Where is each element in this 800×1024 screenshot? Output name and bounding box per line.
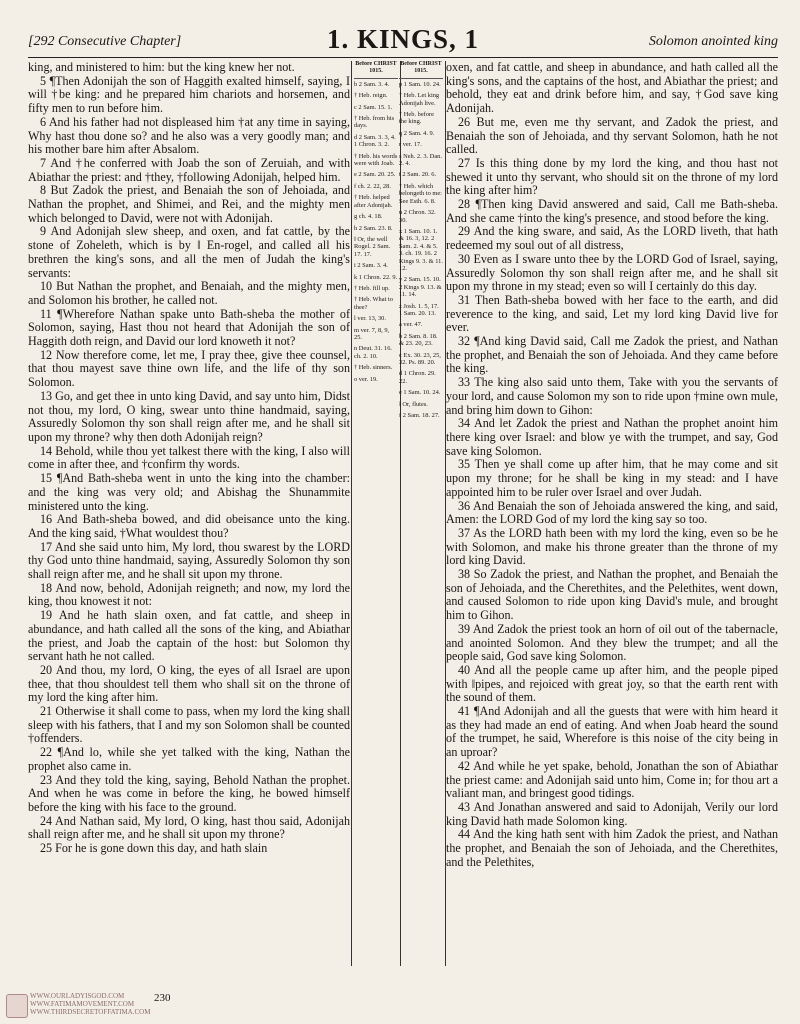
margin-note: q 2 Sam. 4. 9. <box>399 129 435 137</box>
verse: 32 ¶And king David said, Call me Zadok the priest, and Nathan the prophet, and Benaiah the son of Jehoiada. And they came before the king. <box>446 334 778 376</box>
verse: 14 Behold, while thou yet talkest there with the king, I also will come in after thee, and †confirm thy words. <box>28 443 350 472</box>
margin-note: y 2 Sam. 15. 10. 2 Kings 9. 13. & 11. 14. <box>399 276 442 299</box>
verse: 42 And while he yet spake, behold, Jonathan the son of Abiathar the priest came: and Adonijah said unto him, Come in; for thou art a valiant man, and bringest good tidings. <box>446 758 778 801</box>
verse: 39 And Zadok the priest took an horn of oil out of the tabernacle, and anointed Solomon. And they blew the trumpet; and all the people said, God save king Solomon. <box>446 621 778 664</box>
verse: 11 ¶Wherefore Nathan spake unto Bath-sheba the mother of Solomon, saying, Hast thou not heard that Adonijah the son of Haggith doth reign, and David our lord knoweth it not? <box>28 306 350 349</box>
verse: 18 And now, behold, Adonijah reigneth; and now, my lord the king, thou knowest it not: <box>28 580 350 609</box>
margin-note: p 1 Sam. 10. 24. <box>399 80 441 88</box>
margin-references-left <box>351 61 401 966</box>
margin-note: † Heb. fill up. <box>354 284 390 292</box>
margin-date-right: Before CHRIST 1015. <box>399 61 443 79</box>
margin-note: † Heb. helped after Adonijah. <box>354 194 393 209</box>
verse: 10 But Nathan the prophet, and Benaiah, and the mighty men, and Solomon his brother, he called not. <box>28 279 350 307</box>
verse: 16 And Bath-sheba bowed, and did obeisance unto the king. And the king said, †What wouldest thou? <box>28 512 350 540</box>
margin-note: z Josh. 1. 5, 17. 1 Sam. 20. 13. <box>399 302 439 317</box>
margin-note: ‖ Or, flutes. <box>399 400 428 408</box>
margin-note: b 2 Sam. 8. 18. & 23. 20, 23. <box>399 332 438 348</box>
margin-note: † Heb. his words were with Joab. <box>354 152 398 168</box>
margin-note: i 2 Sam. 3. 4. <box>354 262 388 270</box>
verse: 38 So Zadok the priest, and Nathan the prophet, and Benaiah the son of Jehoiada, and the Cherethites, and the Pelethites, went down, and caused Solomon to ride upon king David's mule, and brought him to Gihon. <box>446 567 778 623</box>
margin-note: r ver. 17. <box>399 141 422 149</box>
margin-note: † Heb. Let king Adonijah live. <box>399 92 440 107</box>
verse: 40 And all the people came up after him, and the people piped with ‖pipes, and rejoiced with great joy, so that the earth rent with the sound of them. <box>446 662 778 705</box>
margin-note: l ver. 13, 30. <box>354 315 386 323</box>
margin-note: e 2 Sam. 20. 25. <box>354 171 396 179</box>
margin-note: s Neh. 2. 3. Dan. 2. 4. <box>399 152 442 168</box>
margin-note: ‖ Or, the well Rogel. 2 Sam. 17. 17. <box>354 235 391 258</box>
verse: 28 ¶Then king David answered and said, Call me Bath-sheba. And she came †into the king's presence, and stood before the king. <box>446 197 778 225</box>
header-chapter: [292 Consecutive Chapter] <box>28 34 182 49</box>
margin-note: m ver. 7, 8, 9, 25. <box>354 326 390 341</box>
verse: 12 Now therefore come, let me, I pray thee, give thee counsel, that thou mayest save thine own life, and the life of thy son Solomon. <box>28 347 350 390</box>
verse: 27 Is this thing done by my lord the king, and thou hast not shewed it unto thy servant, who should sit on the throne of my lord the king after him? <box>446 155 778 198</box>
footer-url[interactable]: WWW.FATIMAMOVEMENT.COM <box>30 1000 135 1009</box>
verse: 33 The king also said unto them, Take with you the servants of your lord, and cause Solomon my son to ride upon †mine own mule, and bring him down to Gihon: <box>446 375 778 417</box>
verse: 15 ¶And Bath-sheba went in unto the king into the chamber: and the king was very old; and Abishag the Shunammite ministered unto the king. <box>28 471 350 513</box>
running-header <box>28 24 778 60</box>
verse: 37 As the LORD hath been with my lord the king, even so be he with Solomon, and make his throne greater than the throne of my lord king David. <box>446 525 778 568</box>
verse: 29 And the king sware, and said, As the LORD liveth, that hath redeemed my soul out of all distress, <box>446 224 778 253</box>
verse: 9 And Adonijah slew sheep, and oxen, and fat cattle, by the stone of Zoheleth, which is by ‖ En-rogel, and called all his brethren the king's sons, and all the men of Judah the king's servants: <box>28 224 350 280</box>
margin-note: † Heb. which belongeth to me: See Esth. 6. 8. <box>399 182 442 205</box>
margin-note: g ch. 4. 18. <box>354 213 383 221</box>
verse: king, and ministered to him: but the king knew her not. <box>28 60 295 74</box>
verse: 13 Go, and get thee in unto king David, and say unto him, Didst not thou, my lord, O king, swear unto thine handmaid, saying, Assuredly Solomon thy son shall reign after me, and he shall sit upon my throne? why then doth Adonijah reign? <box>28 388 350 444</box>
margin-note: f ch. 2. 22, 28. <box>354 182 391 190</box>
footer-url[interactable]: WWW.THIRDSECRETOFFATIMA.COM <box>30 1008 151 1017</box>
margin-note: † Heb. reign. <box>354 92 388 100</box>
margin-note: f 2 Sam. 18. 27. <box>399 412 440 420</box>
verse: 21 Otherwise it shall come to pass, when my lord the king shall sleep with his fathers, that I and my son Solomon shall be counted †offenders. <box>28 704 350 746</box>
verse: 41 ¶And Adonijah and all the guests that were with him heard it as they had made an end of eating. And when Joab heard the sound of the trumpet, he said, Wherefore is this noise of the city being in an uproar? <box>446 704 778 760</box>
margin-references-right <box>397 61 446 966</box>
verse: 8 But Zadok the priest, and Benaiah the son of Jehoiada, and Nathan the prophet, and Shimei, and Rei, and the mighty men which belonged to David, were not with Adonijah. <box>28 183 350 225</box>
verse: 25 For he is gone down this day, and hath slain <box>40 841 268 856</box>
verse: 30 Even as I sware unto thee by the LORD God of Israel, saying, Assuredly Solomon thy son shall reign after me, and he shall sit upon my throne in my stead; even so will I certainly do this day. <box>446 251 778 294</box>
margin-note: n Deut. 31. 16. ch. 2. 10. <box>354 345 392 360</box>
verse: 26 But me, even me thy servant, and Zadok the priest, and Benaiah the son of Jehoiada, and thy servant Solomon, hath he not called. <box>446 114 778 157</box>
left-text-column <box>28 61 350 856</box>
verse: 31 Then Bath-sheba bowed with her face to the earth, and did reverence to the king, and said, Let my lord king David live for ever. <box>446 292 778 335</box>
header-rule <box>28 57 778 58</box>
margin-note: e 1 Sam. 10. 24. <box>399 389 441 397</box>
page-number: 230 <box>154 992 171 1004</box>
header-book-title: 1. KINGS, 1 <box>326 24 480 54</box>
verse: 43 And Jonathan answered and said to Adonijah, Verily our lord king David hath made Solomon king. <box>446 799 778 828</box>
margin-note: u 2 Chron. 32. 30. <box>399 209 436 224</box>
verse: 6 And his father had not displeased him †at any time in saying, Why hast thou done so? and he also was a very goodly man; and his mother bare him after Absalom. <box>28 114 350 157</box>
margin-note: x 1 Sam. 10. 1. & 16. 3, 12. 2 Sam. 2. 4. & 5. 3. ch. 19. 16. 2 Kings 9. 3. & 11. 12. <box>399 227 443 272</box>
margin-note: c Ex. 30. 23, 25, 32. Ps. 89. 20. <box>399 351 441 366</box>
margin-note: h 2 Sam. 23. 8. <box>354 224 393 232</box>
margin-note: c 2 Sam. 15. 1. <box>354 103 393 111</box>
verse: 44 And the king hath sent with him Zadok the priest, and Nathan the prophet, and Benaiah the son of Jehoiada, and the Cherethites, and the Pelethites, <box>446 827 778 869</box>
verse: 7 And †he conferred with Joab the son of Zeruiah, and with Abiathar the priest: and †they, †following Adonijah, helped him. <box>28 155 350 184</box>
margin-note: b 2 Sam. 3. 4. <box>354 80 390 88</box>
margin-note: † Heb. before the king. <box>399 111 434 126</box>
verse: 20 And thou, my lord, O king, the eyes of all Israel are upon thee, that thou shouldest tell them who shall sit on the throne of my lord the king after him. <box>28 662 350 705</box>
margin-date-left: Before CHRIST 1015. <box>354 61 398 79</box>
verse: 23 And they told the king, saying, Behold Nathan the prophet. And when he was come in before the king, he bowed himself before the king with his face to the ground. <box>28 772 350 814</box>
margin-note: d 1 Chron. 29. 22. <box>399 370 436 385</box>
margin-note: t 2 Sam. 20. 6. <box>399 171 437 179</box>
header-topic: Solomon anointed king <box>648 34 778 49</box>
right-text-column <box>446 61 778 869</box>
site-logo-icon <box>6 994 28 1018</box>
margin-note: d 2 Sam. 3. 3, 4. 1 Chron. 3. 2. <box>354 133 396 149</box>
verse: 5 ¶Then Adonijah the son of Haggith exalted himself, saying, I will †be king: and he prepared him chariots and horsemen, and fifty men to run before him. <box>28 73 350 116</box>
verse: 34 And let Zadok the priest and Nathan the prophet anoint him there king over Israel: and blow ye with the trumpet, and say, God save king Solomon. <box>446 416 778 458</box>
verse: 22 ¶And lo, while she yet talked with the king, Nathan the prophet also came in. <box>28 745 350 773</box>
verse: 24 And Nathan said, My lord, O king, hast thou said, Adonijah shall reign after me, and he shall sit upon my throne? <box>28 813 350 842</box>
margin-note: † Heb. What to thee? <box>354 296 393 311</box>
footer-url[interactable]: WWW.OURLADYISGOD.COM <box>30 992 125 1000</box>
margin-note: † Heb. sinners. <box>354 364 393 372</box>
margin-note: a ver. 47. <box>399 321 423 329</box>
margin-note: † Heb. from his days. <box>354 115 395 130</box>
verse: oxen, and fat cattle, and sheep in abundance, and hath called all the king's sons, and the captains of the host, and Abiathar the priest; and behold, they eat and drink before him, and say, †God save king Adonijah. <box>446 60 778 116</box>
margin-note: k 1 Chron. 22. 9. <box>354 273 398 281</box>
verse: 19 And he hath slain oxen, and fat cattle, and sheep in abundance, and hath called all the sons of the king, and Abiathar the priest, and Joab the captain of the host: but Solomon thy servant hath he not called. <box>28 608 350 664</box>
verse: 35 Then ye shall come up after him, that he may come and sit upon my throne; for he shall be king in my stead: and I have appointed him to be ruler over Israel and over Judah. <box>446 457 778 499</box>
verse: 36 And Benaiah the son of Jehoiada answered the king, and said, Amen: the LORD God of my lord the king say so too. <box>446 498 778 527</box>
margin-note: o ver. 19. <box>354 375 378 383</box>
verse: 17 And she said unto him, My lord, thou swarest by the LORD thy God unto thine handmaid, saying, Assuredly Solomon thy son shall reign after me, and he shall sit upon my throne. <box>28 539 350 582</box>
